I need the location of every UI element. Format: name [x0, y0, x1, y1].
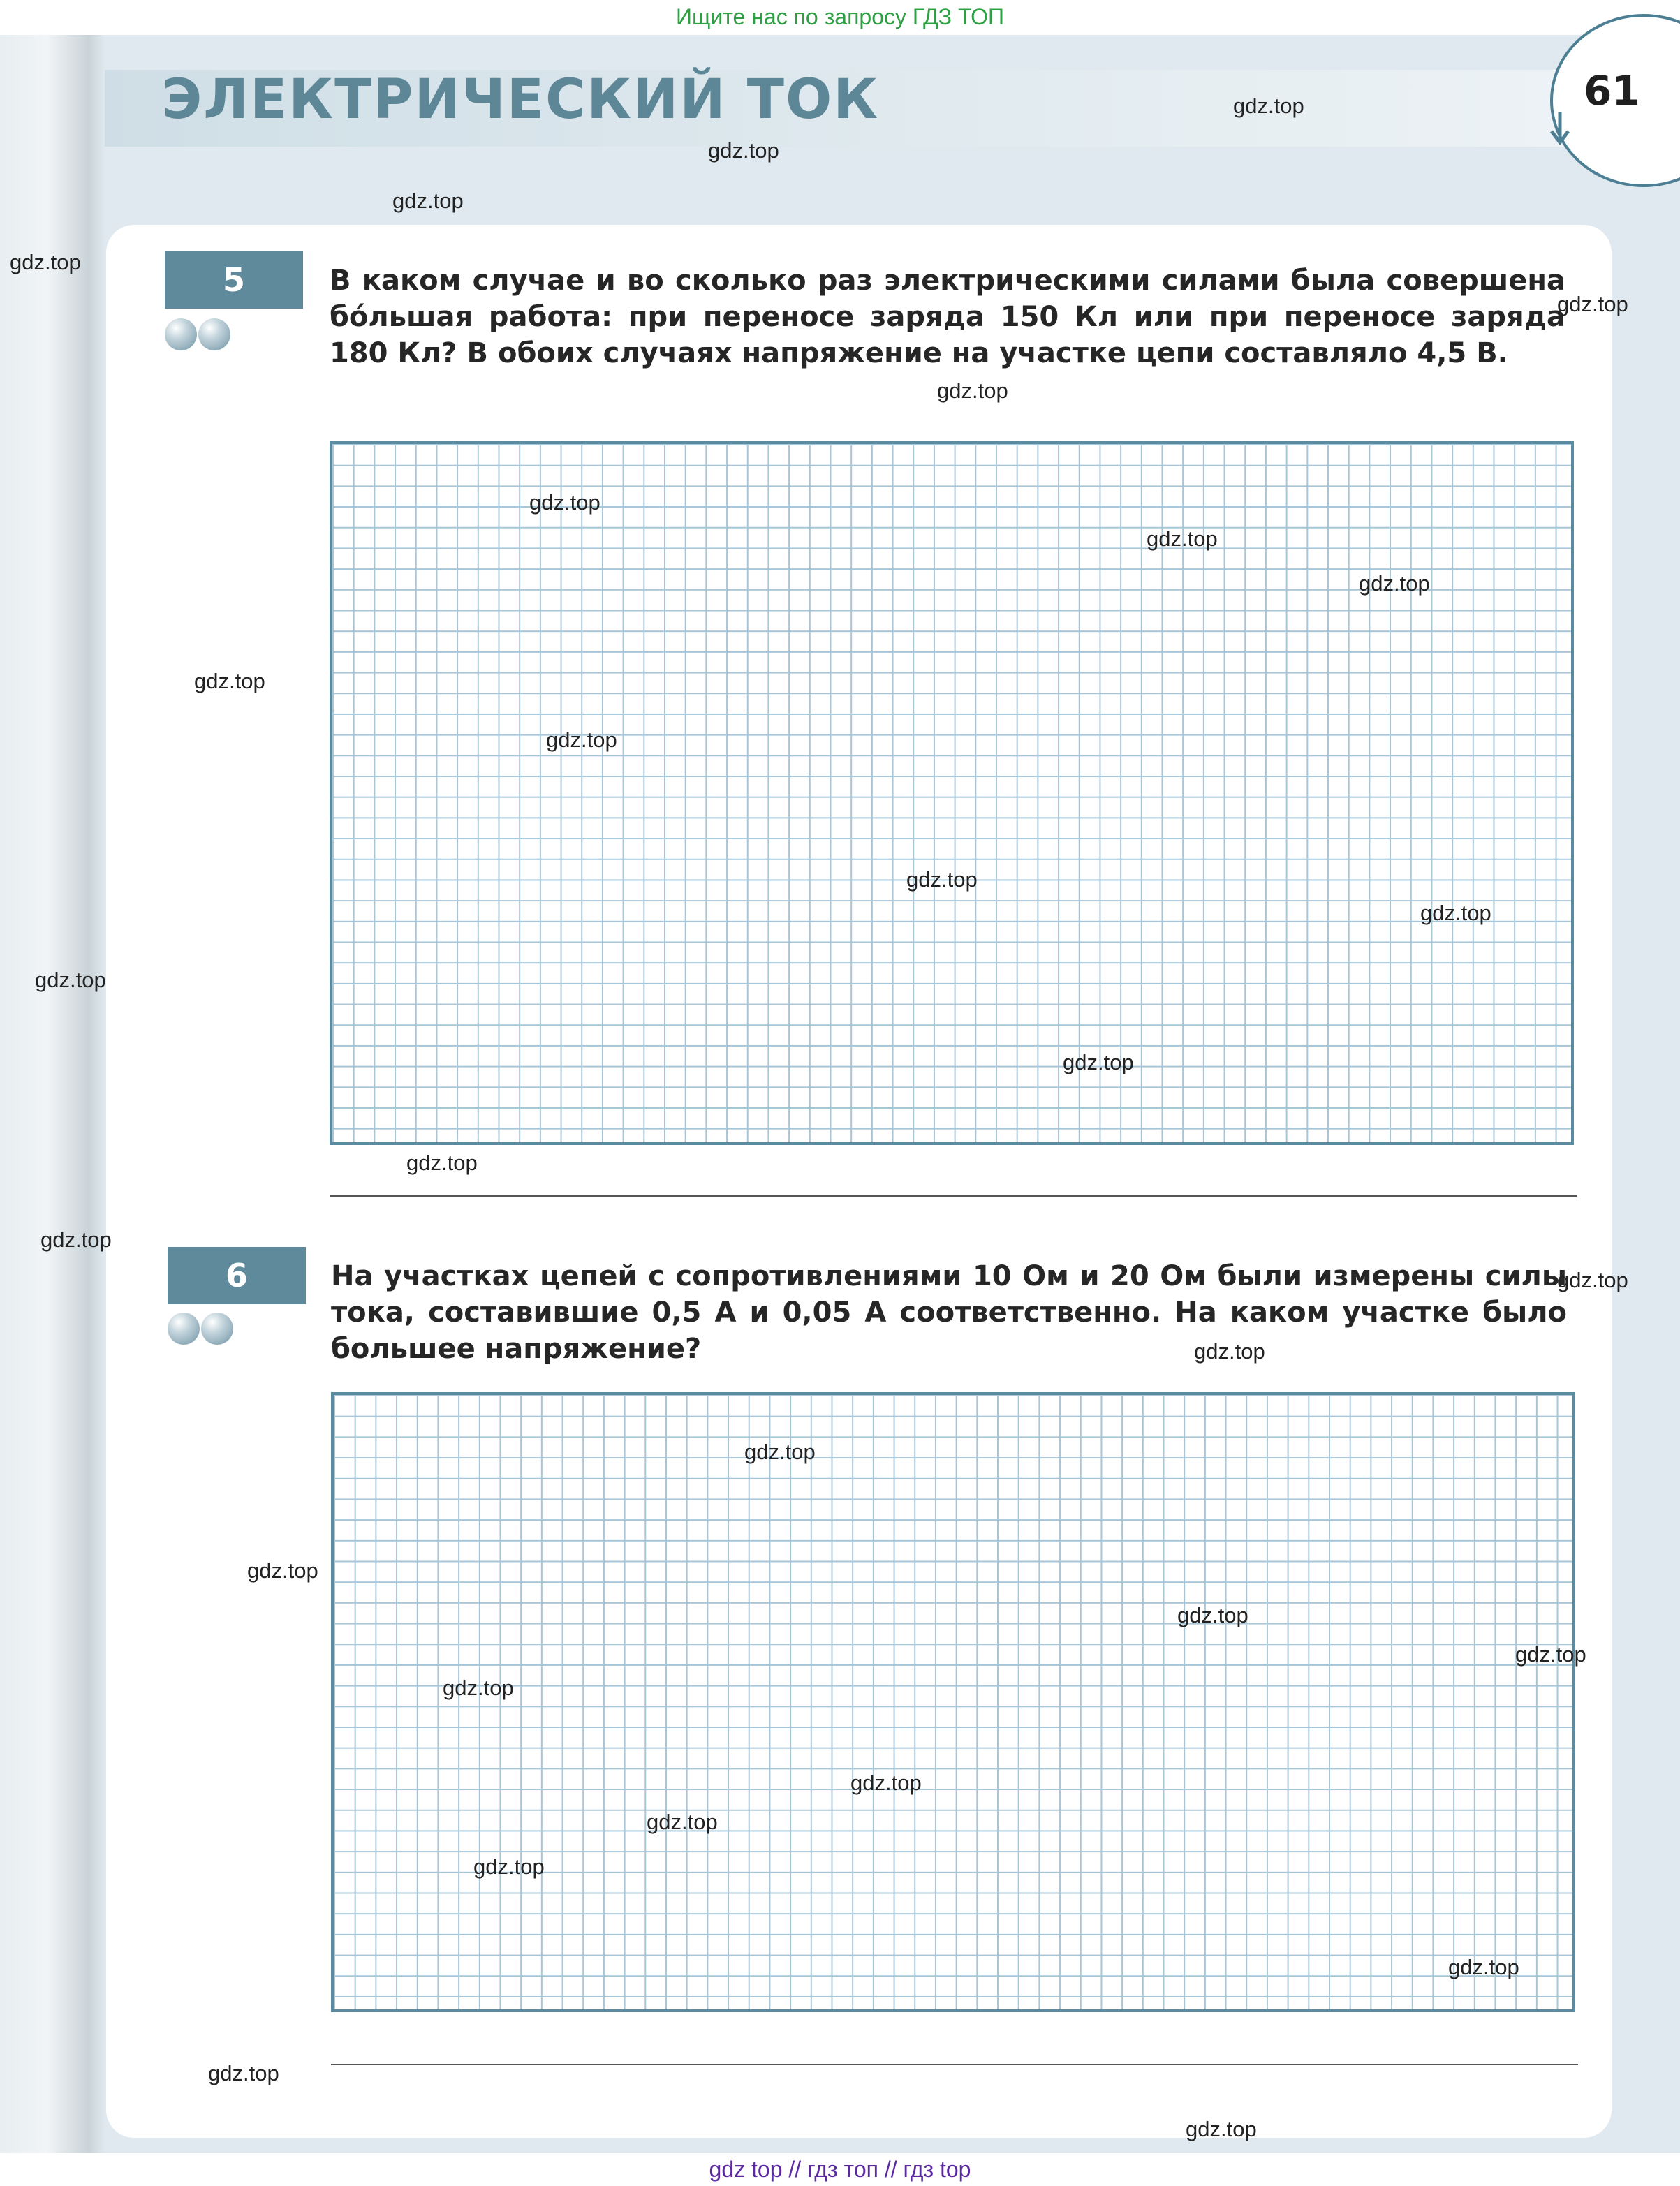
answer-grid[interactable]	[331, 1392, 1575, 2012]
watermark: gdz.top	[1448, 1955, 1519, 1979]
arrow-down-icon	[1546, 112, 1574, 147]
watermark: gdz.top	[35, 968, 106, 992]
task-number-badge: 5	[165, 251, 303, 309]
watermark: gdz.top	[906, 867, 978, 892]
watermark: gdz.top	[1557, 292, 1628, 316]
difficulty-ball-icon	[201, 1313, 233, 1345]
difficulty-indicator	[168, 1313, 244, 1346]
watermark: gdz.top	[1177, 1603, 1248, 1627]
task-number-badge: 6	[168, 1247, 306, 1304]
watermark: gdz.top	[443, 1676, 514, 1700]
watermark: gdz.top	[1186, 2117, 1257, 2141]
watermark: gdz.top	[1194, 1339, 1265, 1364]
watermark: gdz.top	[10, 250, 81, 274]
watermark: gdz.top	[708, 138, 779, 163]
page-gutter	[0, 35, 105, 2153]
difficulty-ball-icon	[198, 318, 230, 350]
footer-links[interactable]: gdz top // гдз топ // гдз top	[0, 2153, 1680, 2186]
page-title: ЭЛЕКТРИЧЕСКИЙ ТОК	[162, 68, 880, 131]
difficulty-indicator	[165, 318, 242, 352]
watermark: gdz.top	[1359, 571, 1430, 596]
watermark: gdz.top	[1557, 1268, 1628, 1292]
watermark: gdz.top	[392, 189, 464, 213]
watermark: gdz.top	[194, 669, 265, 693]
watermark: gdz.top	[406, 1151, 478, 1175]
watermark: gdz.top	[208, 2061, 279, 2085]
answer-line[interactable]	[330, 1195, 1577, 1197]
watermark: gdz.top	[850, 1771, 922, 1795]
difficulty-ball-icon	[165, 318, 197, 350]
page-number: 61	[1584, 67, 1640, 115]
watermark: gdz.top	[1233, 94, 1304, 118]
watermark: gdz.top	[744, 1440, 816, 1464]
watermark: gdz.top	[1515, 1642, 1586, 1667]
watermark: gdz.top	[647, 1810, 718, 1834]
watermark: gdz.top	[937, 378, 1008, 403]
watermark: gdz.top	[1063, 1050, 1134, 1074]
watermark: gdz.top	[529, 490, 600, 515]
task-text: На участках цепей с сопротивлениями 10 Ом и 20 Ом были измерены силы тока, составившие 0,5 А и 0,05 А соответственно. На каком участке было большее напряжение?	[331, 1260, 1567, 1365]
answer-line[interactable]	[331, 2064, 1578, 2065]
watermark: gdz.top	[1147, 526, 1218, 551]
answer-grid[interactable]	[330, 441, 1574, 1145]
watermark: gdz.top	[473, 1854, 545, 1879]
watermark: gdz.top	[40, 1227, 112, 1252]
watermark: gdz.top	[546, 728, 617, 752]
watermark: gdz.top	[1420, 901, 1491, 925]
difficulty-ball-icon	[168, 1313, 200, 1345]
watermark: gdz.top	[247, 1558, 318, 1583]
task-text: В каком случае и во сколько раз электрическими силами была совершена бо́льшая работа: при переносе заряда 150 Кл или при переносе заряда 180 Кл? В обоих случаях напряжение на участке цепи составляло 4,5 В.	[330, 265, 1565, 369]
top-banner: Ищите нас по запросу ГДЗ ТОП	[676, 4, 1004, 29]
